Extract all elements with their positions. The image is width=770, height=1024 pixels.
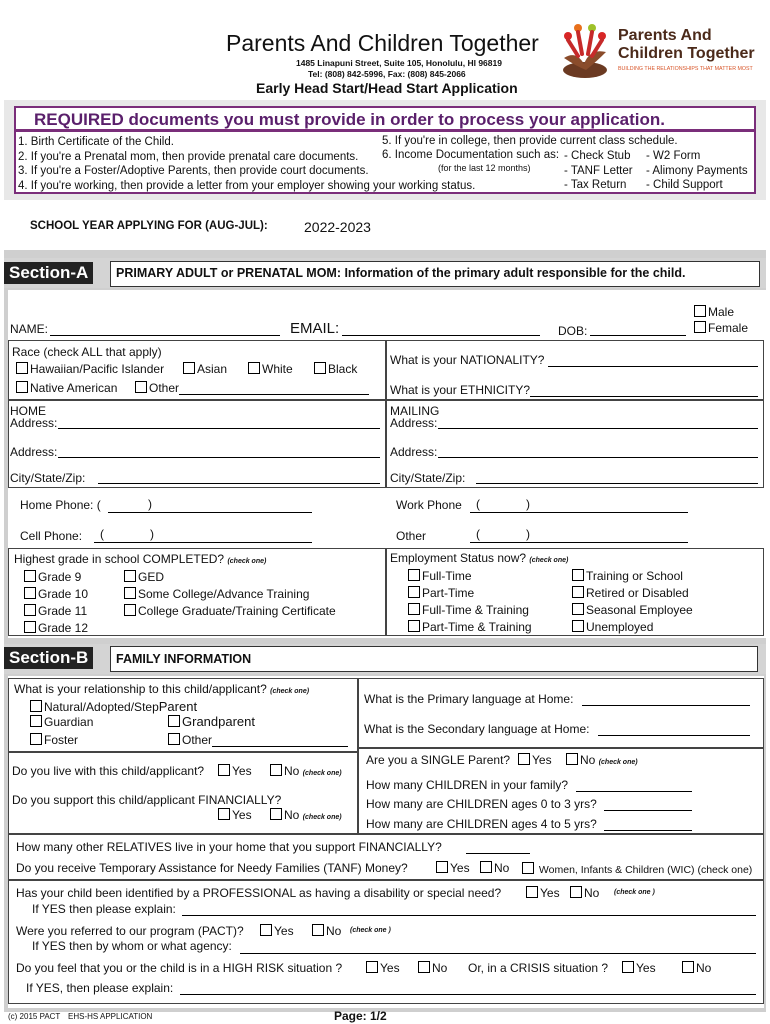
org-address: 1485 Linapuni Street, Suite 105, Honolulu, HI 96819 bbox=[296, 58, 502, 68]
checkbox[interactable] bbox=[218, 764, 230, 776]
race-option-white[interactable] bbox=[248, 362, 293, 376]
male-label: Male bbox=[708, 305, 735, 319]
footer-page: Page: 1/2 bbox=[334, 1009, 387, 1023]
employment-check-one: (check one) bbox=[529, 557, 569, 564]
mailing-address-field-1[interactable] bbox=[438, 416, 758, 429]
checkbox[interactable] bbox=[408, 569, 420, 581]
mailing-city-label: City/State/Zip: bbox=[390, 471, 466, 485]
income-item: - W2 Form bbox=[646, 150, 701, 162]
high-risk-explain-label: If YES, then please explain: bbox=[26, 981, 174, 995]
grade-option-label: Some College/Advance Training bbox=[138, 587, 310, 601]
mailing-city-field[interactable] bbox=[476, 471, 758, 484]
grade-option-label: College Graduate/Training Certificate bbox=[138, 604, 336, 618]
employment-option-label: Full-Time bbox=[422, 569, 472, 583]
relationship-foster-option[interactable] bbox=[30, 733, 78, 747]
income-item: - Check Stub bbox=[564, 150, 631, 162]
checkbox[interactable] bbox=[248, 362, 260, 374]
employment-option-label: Retired or Disabled bbox=[586, 586, 689, 600]
email-label: EMAIL: bbox=[290, 320, 340, 337]
grade-option[interactable] bbox=[124, 569, 336, 586]
high-risk-no[interactable] bbox=[418, 961, 447, 975]
cell-phone-field[interactable] bbox=[94, 530, 312, 543]
single-parent-check-one: (check one) bbox=[598, 759, 638, 766]
crisis-label: Or, in a CRISIS situation ? bbox=[468, 961, 609, 975]
employment-option[interactable] bbox=[408, 602, 532, 619]
checkbox[interactable] bbox=[682, 961, 694, 973]
grade-option-label: Grade 9 bbox=[38, 570, 82, 584]
language-box bbox=[358, 678, 764, 748]
race-option-label: Asian bbox=[197, 362, 228, 376]
checkbox[interactable] bbox=[168, 715, 180, 727]
relationship-other-option[interactable] bbox=[168, 733, 348, 747]
footer-copyright: (c) 2015 PACT bbox=[8, 1012, 61, 1021]
grade-col-2 bbox=[124, 569, 336, 620]
race-option-native-american[interactable] bbox=[16, 381, 117, 395]
required-item: 1. Birth Certificate of the Child. bbox=[18, 136, 174, 148]
nationality-label: What is your NATIONALITY? bbox=[390, 353, 545, 367]
employment-option-label: Unemployed bbox=[586, 620, 654, 634]
male-option[interactable] bbox=[694, 305, 734, 319]
footer-form-id: EHS-HS APPLICATION bbox=[68, 1012, 153, 1021]
home-address-field-1[interactable] bbox=[58, 416, 380, 429]
female-checkbox[interactable] bbox=[694, 321, 706, 333]
professional-no[interactable] bbox=[570, 886, 599, 900]
dob-label: DOB: bbox=[558, 324, 588, 338]
option-label: No bbox=[432, 961, 448, 975]
grade-option[interactable] bbox=[124, 603, 336, 620]
option-label: Yes bbox=[232, 764, 252, 778]
relationship-grandparent-option[interactable] bbox=[168, 714, 255, 729]
children-count-label: How many CHILDREN in your family? bbox=[366, 778, 569, 792]
income-item: - Child Support bbox=[646, 179, 723, 191]
grade-option[interactable] bbox=[24, 603, 88, 620]
grade-option-label: Grade 10 bbox=[38, 587, 89, 601]
checkbox[interactable] bbox=[135, 381, 147, 393]
checkbox[interactable] bbox=[24, 587, 36, 599]
home-address-label-1: Address: bbox=[10, 416, 58, 430]
section-b-title: FAMILY INFORMATION bbox=[116, 652, 252, 666]
checkbox[interactable] bbox=[366, 961, 378, 973]
option-label: Yes bbox=[232, 808, 252, 822]
section-b-tag: Section-B bbox=[4, 647, 93, 669]
logo-emblem-icon bbox=[556, 22, 614, 82]
high-risk-explain-field[interactable] bbox=[180, 981, 756, 995]
email-field[interactable] bbox=[342, 322, 540, 336]
checkbox[interactable] bbox=[408, 620, 420, 632]
required-title: REQUIRED documents you must provide in order to process your application. bbox=[34, 110, 665, 129]
employment-label: Employment Status now? bbox=[390, 551, 527, 565]
female-option[interactable] bbox=[694, 321, 748, 335]
checkbox[interactable] bbox=[572, 569, 584, 581]
checkbox[interactable] bbox=[16, 362, 28, 374]
form-title: Early Head Start/Head Start Application bbox=[256, 80, 518, 96]
logo-text-line2: Children Together bbox=[618, 45, 755, 62]
relationship-option-label: Grandparent bbox=[182, 714, 255, 729]
option-label: No bbox=[584, 886, 600, 900]
grade-label: Highest grade in school COMPLETED? bbox=[14, 552, 225, 566]
employment-col-1 bbox=[408, 568, 532, 636]
work-phone-field[interactable] bbox=[470, 500, 688, 513]
checkbox[interactable] bbox=[270, 764, 282, 776]
single-parent-yes[interactable] bbox=[518, 753, 552, 767]
employment-option-label: Full-Time & Training bbox=[422, 603, 529, 617]
work-phone-label: Work Phone bbox=[396, 498, 462, 512]
relatives-field[interactable] bbox=[466, 840, 530, 854]
employment-option[interactable] bbox=[572, 568, 693, 585]
referred-check-one: (check one ) bbox=[350, 927, 391, 934]
crisis-yes[interactable] bbox=[622, 961, 656, 975]
option-label: Yes bbox=[274, 924, 294, 938]
required-item-5: 5. If you're in college, then provide current class schedule. bbox=[382, 135, 678, 147]
children-count-field[interactable] bbox=[576, 778, 692, 792]
employment-option-label: Part-Time bbox=[422, 586, 475, 600]
employment-option-label: Seasonal Employee bbox=[586, 603, 693, 617]
option-label: No bbox=[580, 753, 596, 767]
live-with-check-one: (check one) bbox=[302, 770, 342, 777]
employment-option[interactable] bbox=[408, 619, 532, 636]
pact-logo bbox=[556, 22, 766, 82]
employment-option[interactable] bbox=[408, 568, 532, 585]
mailing-address-field-2[interactable] bbox=[438, 445, 758, 458]
home-address-field-2[interactable] bbox=[58, 445, 380, 458]
cell-phone-paren-close: ) bbox=[150, 527, 154, 541]
race-option-label: Native American bbox=[30, 381, 118, 395]
relationship-label: What is your relationship to this child/applicant? bbox=[14, 682, 267, 696]
race-option-asian[interactable] bbox=[183, 362, 227, 376]
live-with-yes[interactable] bbox=[218, 764, 252, 778]
option-label: Yes bbox=[380, 961, 400, 975]
race-label: Race bbox=[12, 345, 41, 359]
relationship-natural-option[interactable] bbox=[30, 699, 197, 714]
home-city-field[interactable] bbox=[98, 471, 380, 484]
income-col-2 bbox=[646, 149, 748, 193]
section-a-title: PRIMARY ADULT or PRENATAL MOM: Information of the primary adult responsible for the child. bbox=[116, 266, 686, 280]
employment-option[interactable] bbox=[572, 619, 693, 636]
checkbox[interactable] bbox=[24, 604, 36, 616]
male-checkbox[interactable] bbox=[694, 305, 706, 317]
checkbox[interactable] bbox=[168, 733, 180, 745]
relationship-option-label: Parent bbox=[158, 699, 198, 714]
checkbox[interactable] bbox=[436, 861, 448, 873]
income-col-1 bbox=[564, 149, 633, 193]
children-0-3-label: How many are CHILDREN ages 0 to 3 yrs? bbox=[366, 797, 597, 811]
option-label: Yes bbox=[636, 961, 656, 975]
home-phone-field[interactable] bbox=[108, 500, 312, 513]
dob-field[interactable] bbox=[590, 322, 686, 336]
employment-option-label: Training or School bbox=[586, 569, 683, 583]
name-label: NAME: bbox=[10, 322, 49, 336]
high-risk-yes[interactable] bbox=[366, 961, 400, 975]
employment-option-label: Part-Time & Training bbox=[422, 620, 532, 634]
relationship-option-label: Guardian bbox=[44, 715, 94, 729]
employment-option[interactable] bbox=[572, 602, 693, 619]
crisis-no[interactable] bbox=[682, 961, 711, 975]
referred-yes[interactable] bbox=[260, 924, 294, 938]
grade-option-label: Grade 11 bbox=[38, 604, 88, 618]
grade-label-row bbox=[14, 552, 266, 566]
required-header bbox=[16, 108, 754, 132]
professional-label: Has your child been identified by a PROFESSIONAL as having a disability or special need? bbox=[16, 886, 502, 900]
required-item: 2. If you're a Prenatal mom, then provide prenatal care documents. bbox=[18, 150, 359, 163]
checkbox[interactable] bbox=[124, 587, 136, 599]
referred-no[interactable] bbox=[312, 924, 341, 938]
school-year-value[interactable]: 2022-2023 bbox=[304, 219, 371, 235]
last-12-months-note: (for the last 12 months) bbox=[438, 163, 531, 173]
wic-option[interactable] bbox=[522, 862, 752, 876]
professional-explain-label: If YES then please explain: bbox=[32, 902, 176, 916]
org-phone: Tel: (808) 842-5996, Fax: (808) 845-2066 bbox=[308, 69, 466, 79]
relationship-option-label: Foster bbox=[44, 733, 79, 747]
checkbox[interactable] bbox=[572, 586, 584, 598]
income-item: - Tax Return bbox=[564, 179, 627, 191]
checkbox[interactable] bbox=[260, 924, 272, 936]
high-risk-label: Do you feel that you or the child is in a HIGH RISK situation ? bbox=[16, 961, 343, 975]
other-phone-label: Other bbox=[396, 529, 427, 543]
tanf-yes[interactable] bbox=[436, 861, 470, 875]
children-4-5-field[interactable] bbox=[604, 817, 692, 831]
home-city-label: City/State/Zip: bbox=[10, 471, 86, 485]
checkbox[interactable] bbox=[312, 924, 324, 936]
grade-option-label: Grade 12 bbox=[38, 621, 89, 635]
race-other-field[interactable] bbox=[179, 383, 369, 395]
grade-option[interactable] bbox=[24, 586, 88, 603]
professional-check-one: (check one ) bbox=[614, 889, 655, 896]
race-hint: (check ALL that apply) bbox=[43, 345, 162, 359]
female-label: Female bbox=[708, 321, 749, 335]
tanf-label: Do you receive Temporary Assistance for Needy Families (TANF) Money? bbox=[16, 861, 408, 875]
org-title: Parents And Children Together bbox=[226, 30, 539, 56]
checkbox[interactable] bbox=[218, 808, 230, 820]
income-item: - TANF Letter bbox=[564, 164, 633, 177]
mailing-address-label-1: Address: bbox=[390, 416, 438, 430]
checkbox[interactable] bbox=[572, 603, 584, 615]
professional-yes[interactable] bbox=[526, 886, 560, 900]
support-yes[interactable] bbox=[218, 808, 252, 822]
referred-by-field[interactable] bbox=[240, 940, 756, 954]
checkbox[interactable] bbox=[408, 603, 420, 615]
home-phone-paren: ) bbox=[148, 497, 152, 511]
checkbox[interactable] bbox=[526, 886, 538, 898]
home-phone-label: Home Phone: ( bbox=[20, 498, 101, 512]
primary-language-label: What is the Primary language at Home: bbox=[364, 692, 574, 706]
checkbox[interactable] bbox=[522, 862, 534, 874]
other-phone-paren-open: ( bbox=[476, 527, 480, 541]
checkbox[interactable] bbox=[124, 570, 136, 582]
cell-phone-paren-open: ( bbox=[100, 527, 104, 541]
name-field[interactable] bbox=[50, 322, 280, 336]
relationship-guardian-option[interactable] bbox=[30, 715, 93, 729]
ethnicity-label: What is your ETHNICITY? bbox=[390, 383, 531, 397]
employment-option[interactable] bbox=[572, 585, 693, 602]
children-0-3-field[interactable] bbox=[604, 797, 692, 811]
checkbox[interactable] bbox=[572, 620, 584, 632]
required-item: 4. If you're working, then provide a letter from your employer showing your working status. bbox=[18, 179, 476, 192]
support-check-one: (check one) bbox=[302, 814, 342, 821]
checkbox[interactable] bbox=[16, 381, 28, 393]
home-address-label-2: Address: bbox=[10, 445, 58, 459]
race-label-row bbox=[12, 345, 162, 359]
live-with-no[interactable] bbox=[270, 764, 342, 778]
wic-label: Women, Infants & Children (WIC) (check one) bbox=[538, 864, 753, 876]
live-with-label: Do you live with this child/applicant? bbox=[12, 764, 205, 778]
relationship-label-row bbox=[14, 682, 309, 696]
race-option-hawaiian[interactable] bbox=[16, 362, 164, 376]
logo-text-line1: Parents And bbox=[618, 27, 712, 44]
primary-language-field[interactable] bbox=[582, 692, 750, 706]
support-label: Do you support this child/applicant FINANCIALLY? bbox=[12, 793, 282, 807]
grade-col-1 bbox=[24, 569, 88, 637]
checkbox[interactable] bbox=[314, 362, 326, 374]
nationality-field[interactable] bbox=[548, 354, 758, 367]
logo-tagline: BUILDING THE RELATIONSHIPS THAT MATTER MOST bbox=[618, 66, 753, 72]
grade-option[interactable] bbox=[24, 569, 88, 586]
checkbox[interactable] bbox=[480, 861, 492, 873]
grade-check-one: (check one) bbox=[227, 558, 267, 565]
tanf-no[interactable] bbox=[480, 861, 509, 875]
relationship-option-label: Natural/Adopted/Step bbox=[44, 700, 159, 714]
checkbox[interactable] bbox=[270, 808, 282, 820]
employment-col-2 bbox=[572, 568, 693, 636]
checkbox[interactable] bbox=[24, 570, 36, 582]
checkbox[interactable] bbox=[418, 961, 430, 973]
option-label: Yes bbox=[540, 886, 560, 900]
section-a-tag: Section-A bbox=[4, 262, 93, 284]
option-label: No bbox=[284, 764, 300, 778]
work-phone-paren-open: ( bbox=[476, 497, 480, 511]
race-option-other[interactable] bbox=[135, 381, 369, 395]
checkbox[interactable] bbox=[124, 604, 136, 616]
option-label: No bbox=[326, 924, 342, 938]
checkbox[interactable] bbox=[30, 715, 42, 727]
income-item: - Alimony Payments bbox=[646, 164, 748, 177]
work-phone-paren-close: ) bbox=[526, 497, 530, 511]
grade-option-label: GED bbox=[138, 570, 165, 584]
grade-option[interactable] bbox=[124, 586, 336, 603]
support-no[interactable] bbox=[270, 808, 342, 822]
referred-by-label: If YES then by whom or what agency: bbox=[32, 939, 232, 953]
checkbox[interactable] bbox=[30, 733, 42, 745]
grade-option[interactable] bbox=[24, 620, 88, 637]
checkbox[interactable] bbox=[408, 586, 420, 598]
option-label: No bbox=[284, 808, 300, 822]
option-label: Yes bbox=[532, 753, 552, 767]
option-label: No bbox=[494, 861, 510, 875]
race-option-label: Other bbox=[149, 381, 180, 395]
checkbox[interactable] bbox=[30, 700, 42, 712]
secondary-language-field[interactable] bbox=[598, 722, 750, 736]
children-4-5-label: How many are CHILDREN ages 4 to 5 yrs? bbox=[366, 817, 597, 831]
option-label: Yes bbox=[450, 861, 470, 875]
required-documents-box bbox=[14, 106, 756, 194]
race-option-label: Black bbox=[328, 362, 358, 376]
relationship-option-label: Other bbox=[182, 733, 213, 747]
race-option-black[interactable] bbox=[314, 362, 357, 376]
option-label: No bbox=[696, 961, 712, 975]
checkbox[interactable] bbox=[570, 886, 582, 898]
other-phone-paren-close: ) bbox=[526, 527, 530, 541]
checkbox[interactable] bbox=[566, 753, 578, 765]
mailing-label: MAILING bbox=[390, 404, 440, 418]
school-year-label: SCHOOL YEAR APPLYING FOR (AUG-JUL): bbox=[30, 220, 268, 232]
relatives-label: How many other RELATIVES live in your home that you support FINANCIALLY? bbox=[16, 840, 442, 854]
checkbox[interactable] bbox=[24, 621, 36, 633]
employment-label-row bbox=[390, 551, 568, 565]
race-option-label: Hawaiian/Pacific Islander bbox=[30, 362, 165, 376]
employment-option[interactable] bbox=[408, 585, 532, 602]
checkbox[interactable] bbox=[622, 961, 634, 973]
secondary-language-label: What is the Secondary language at Home: bbox=[364, 722, 590, 736]
single-parent-no[interactable] bbox=[566, 753, 638, 767]
checkbox[interactable] bbox=[518, 753, 530, 765]
checkbox[interactable] bbox=[183, 362, 195, 374]
required-item-6: 6. Income Documentation such as: bbox=[382, 149, 560, 161]
home-label: HOME bbox=[10, 404, 46, 418]
required-item: 3. If you're a Foster/Adoptive Parents, then provide court documents. bbox=[18, 165, 369, 177]
relationship-other-field[interactable] bbox=[212, 735, 348, 747]
referred-label: Were you referred to our program (PACT)? bbox=[16, 924, 244, 938]
mailing-address-label-2: Address: bbox=[390, 445, 438, 459]
relationship-check-one: (check one) bbox=[270, 688, 310, 695]
other-phone-field[interactable] bbox=[470, 530, 688, 543]
cell-phone-label: Cell Phone: bbox=[20, 529, 83, 543]
race-option-label: White bbox=[262, 362, 293, 376]
professional-explain-field[interactable] bbox=[182, 902, 756, 916]
ethnicity-field[interactable] bbox=[530, 384, 758, 397]
single-parent-label: Are you a SINGLE Parent? bbox=[366, 753, 511, 767]
